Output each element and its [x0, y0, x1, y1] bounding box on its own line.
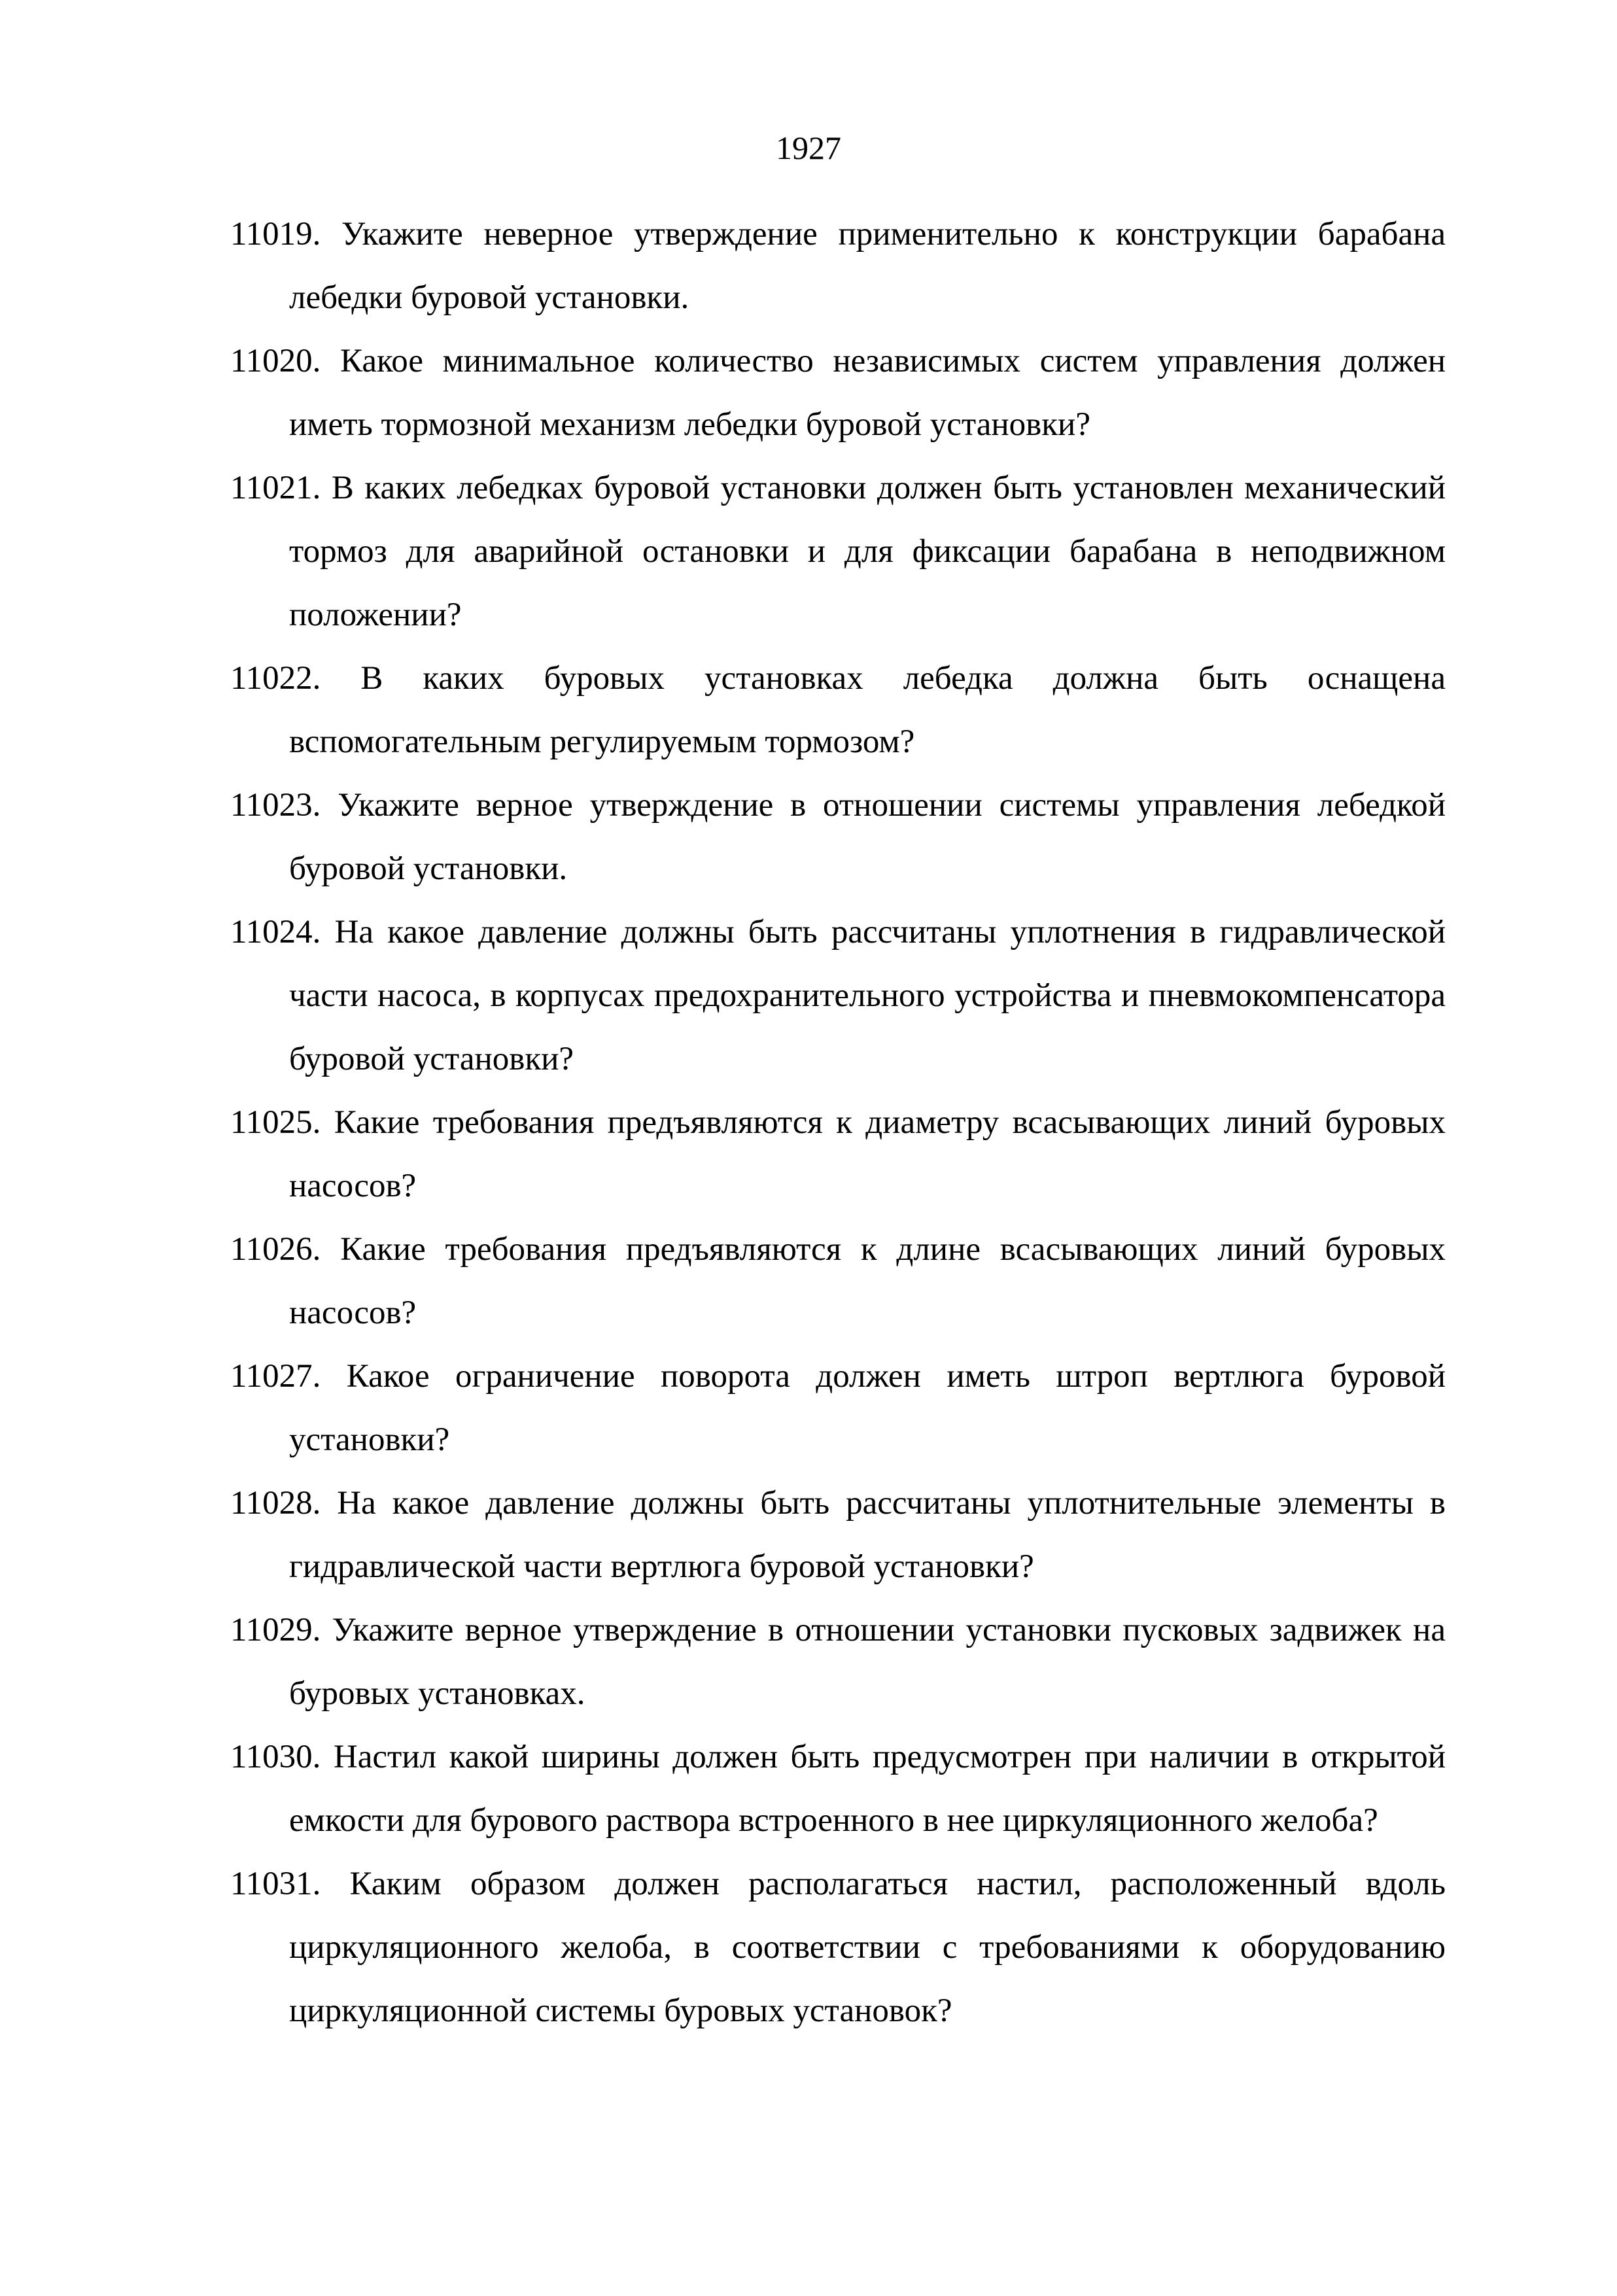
question-item	[230, 901, 1446, 1091]
question-body: Какое ограничение поворота должен иметь штроп вертлюга буровой установки?	[289, 1358, 1446, 1458]
question-item	[230, 1091, 1446, 1218]
question-number: 11022	[230, 660, 313, 697]
question-item	[230, 1852, 1446, 2043]
question-text: 11027. Какое ограничение поворота должен иметь штроп вертлюга буровой установки?	[230, 1358, 1446, 1458]
question-number: 11028	[230, 1485, 313, 1522]
question-text: 11026. Какие требования предъявляются к длине всасывающих линий буровых насосов?	[230, 1231, 1446, 1331]
question-item	[230, 1726, 1446, 1852]
question-item	[230, 1472, 1446, 1599]
question-body: Какие требования предъявляются к диаметру всасывающих линий буровых насосов?	[289, 1104, 1446, 1204]
question-item	[230, 203, 1446, 330]
question-text: 11028. На какое давление должны быть рассчитаны уплотнительные элементы в гидравлической части вертлюга буровой установки?	[230, 1485, 1446, 1585]
question-text: 11029. Укажите верное утверждение в отношении установки пусковых задвижек на буровых установках.	[230, 1612, 1446, 1712]
question-text: 11019. Укажите неверное утверждение применительно к конструкции барабана лебедки буровой установки.	[230, 216, 1446, 316]
question-body: Какое минимальное количество независимых систем управления должен иметь тормозной механизм лебедки буровой установки?	[289, 343, 1446, 443]
question-text: 11025. Какие требования предъявляются к диаметру всасывающих линий буровых насосов?	[230, 1104, 1446, 1204]
question-text: 11023. Укажите верное утверждение в отношении системы управления лебедкой буровой установки.	[230, 787, 1446, 887]
question-number: 11023	[230, 787, 313, 824]
question-item	[230, 1218, 1446, 1345]
question-number: 11029	[230, 1612, 313, 1648]
question-body: В каких лебедках буровой установки должен быть установлен механический тормоз для аварийной остановки и для фиксации барабана в неподвижном положении?	[289, 470, 1446, 633]
question-text: 11022. В каких буровых установках лебедка должна быть оснащена вспомогательным регулируемым тормозом?	[230, 660, 1446, 760]
question-number: 11031	[230, 1866, 313, 1902]
question-text: 11020. Какое минимальное количество независимых систем управления должен иметь тормозной механизм лебедки буровой установки?	[230, 343, 1446, 443]
question-number: 11020	[230, 343, 313, 379]
question-body: Настил какой ширины должен быть предусмотрен при наличии в открытой емкости для бурового раствора встроенного в нее циркуляционного желоба?	[289, 1739, 1446, 1839]
question-item	[230, 774, 1446, 901]
question-number: 11021	[230, 470, 313, 506]
question-text: 11031. Каким образом должен располагаться настил, расположенный вдоль циркуляционного желоба, в соответствии с требованиями к оборудованию циркуляционной системы буровых установок?	[230, 1866, 1446, 2029]
question-body: На какое давление должны быть рассчитаны уплотнительные элементы в гидравлической части вертлюга буровой установки?	[289, 1485, 1446, 1585]
question-item	[230, 1599, 1446, 1726]
question-body: Какие требования предъявляются к длине всасывающих линий буровых насосов?	[289, 1231, 1446, 1331]
question-text: 11021. В каких лебедках буровой установки должен быть установлен механический тормоз для аварийной остановки и для фиксации барабана в неподвижном положении?	[230, 470, 1446, 633]
question-text: 11030. Настил какой ширины должен быть предусмотрен при наличии в открытой емкости для бурового раствора встроенного в нее циркуляционного желоба?	[230, 1739, 1446, 1839]
question-number: 11024	[230, 914, 313, 950]
question-body: На какое давление должны быть рассчитаны уплотнения в гидравлической части насоса, в корпусах предохранительного устройства и пневмокомпенсатора буровой установки?	[289, 914, 1446, 1077]
question-body: Каким образом должен располагаться настил, расположенный вдоль циркуляционного желоба, в соответствии с требованиями к оборудованию циркуляционной системы буровых установок?	[289, 1866, 1446, 2029]
question-number: 11030	[230, 1739, 313, 1775]
question-item	[230, 1345, 1446, 1472]
question-number: 11025	[230, 1104, 313, 1141]
question-list	[230, 203, 1446, 2043]
question-number: 11026	[230, 1231, 313, 1268]
question-number: 11027	[230, 1358, 313, 1395]
question-body: В каких буровых установках лебедка должна быть оснащена вспомогательным регулируемым тормозом?	[289, 660, 1446, 760]
question-body: Укажите верное утверждение в отношении системы управления лебедкой буровой установки.	[289, 787, 1446, 887]
page-number: 1927	[776, 130, 841, 166]
question-item	[230, 457, 1446, 647]
question-item	[230, 330, 1446, 457]
question-body: Укажите верное утверждение в отношении установки пусковых задвижек на буровых установках.	[289, 1612, 1446, 1712]
question-body: Укажите неверное утверждение применительно к конструкции барабана лебедки буровой установки.	[289, 216, 1446, 316]
question-item	[230, 647, 1446, 774]
question-text: 11024. На какое давление должны быть рассчитаны уплотнения в гидравлической части насоса, в корпусах предохранительного устройства и пневмокомпенсатора буровой установки?	[230, 914, 1446, 1077]
question-number: 11019	[230, 216, 313, 252]
